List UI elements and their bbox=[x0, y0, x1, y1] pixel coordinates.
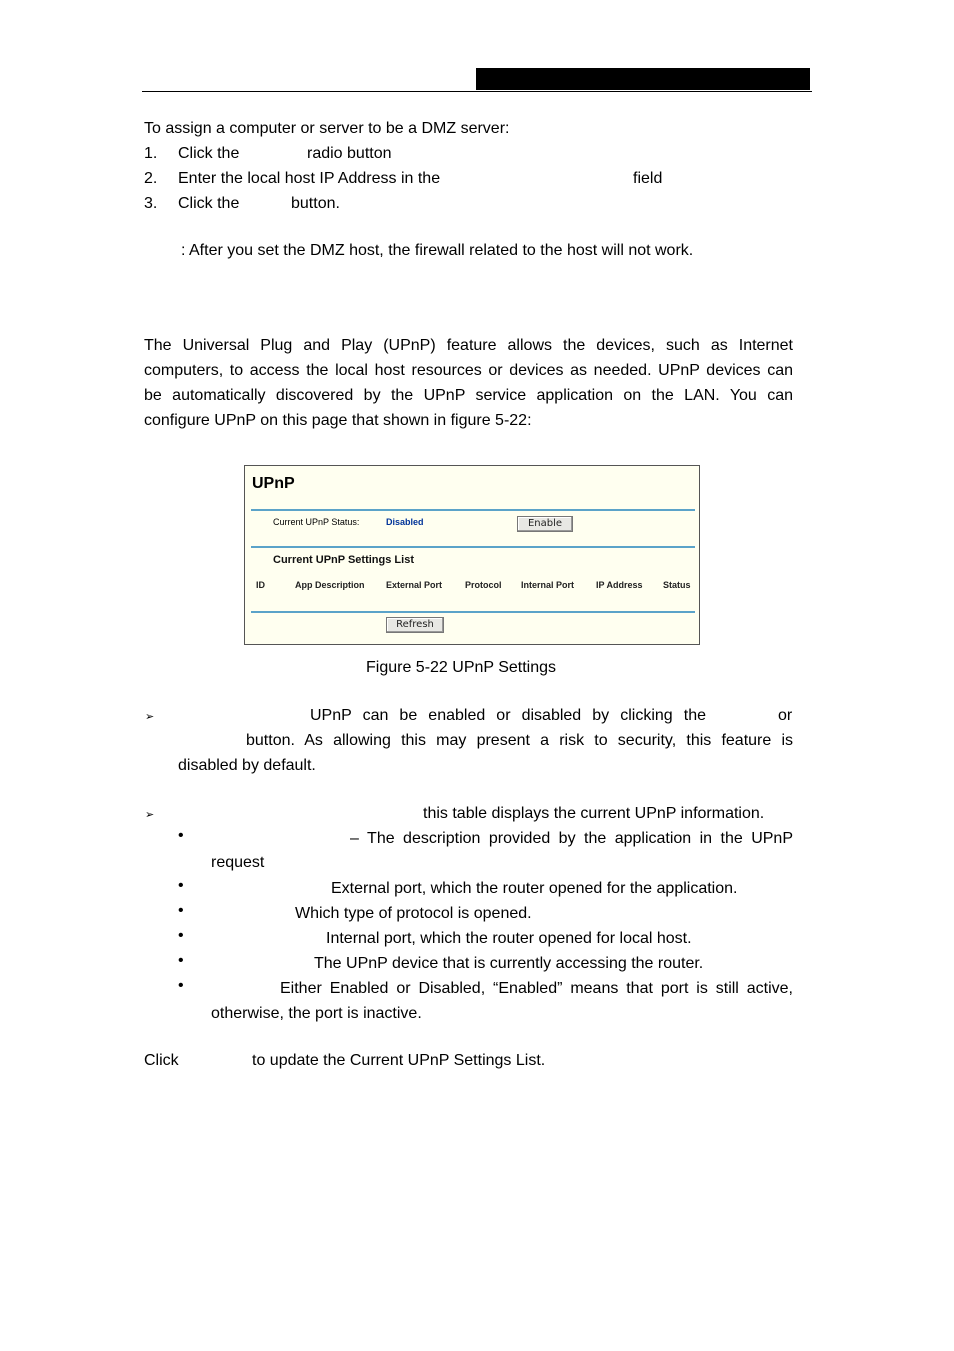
arrow-bullet-icon: ➢ bbox=[145, 809, 155, 821]
header-bar bbox=[476, 68, 810, 90]
figure-divider bbox=[251, 546, 695, 548]
status-value: Disabled bbox=[386, 517, 424, 527]
paragraph-line: configure UPnP on this page that shown in figure 5-22: bbox=[144, 412, 532, 429]
footer-text: to update the Current UPnP Settings List. bbox=[252, 1052, 546, 1069]
step-text: Enter the local host IP Address in the bbox=[178, 170, 441, 187]
column-header-ip-address: IP Address bbox=[596, 580, 643, 590]
figure-title: UPnP bbox=[252, 475, 295, 492]
header-rule bbox=[142, 91, 812, 92]
upnp-paragraph bbox=[144, 333, 793, 433]
enable-button[interactable]: Enable bbox=[517, 516, 573, 532]
step-number: 3. bbox=[144, 195, 158, 212]
status-label: Current UPnP Status: bbox=[273, 517, 360, 527]
list-item-text: External port, which the router opened for the application. bbox=[331, 880, 738, 897]
bullet-text: button. As allowing this may present a risk to security, this feature is bbox=[246, 732, 793, 749]
list-item-text: – The description provided by the application in the UPnP bbox=[350, 830, 793, 847]
arrow-bullet-icon: ➢ bbox=[145, 711, 155, 723]
refresh-button[interactable]: Refresh bbox=[386, 617, 444, 633]
bullet-text: UPnP can be enabled or disabled by clicking the bbox=[310, 707, 706, 724]
list-item-text: otherwise, the port is inactive. bbox=[211, 1005, 422, 1022]
dot-bullet-icon: • bbox=[178, 827, 184, 844]
dot-bullet-icon: • bbox=[178, 877, 184, 894]
step-text: radio button bbox=[307, 145, 392, 162]
figure-divider bbox=[251, 611, 695, 613]
paragraph-line: computers, to access the local host resources or devices as needed. UPnP devices can bbox=[144, 362, 793, 379]
dot-bullet-icon: • bbox=[178, 977, 184, 994]
paragraph-line: The Universal Plug and Play (UPnP) feature allows the devices, such as Internet bbox=[144, 337, 793, 354]
bullet-text: disabled by default. bbox=[178, 757, 316, 774]
list-item-text: The UPnP device that is currently accessing the router. bbox=[314, 955, 704, 972]
paragraph-line: be automatically discovered by the UPnP service application on the LAN. You can bbox=[144, 387, 793, 404]
step-number: 2. bbox=[144, 170, 158, 187]
column-header-external-port: External Port bbox=[386, 580, 443, 590]
figure-divider bbox=[251, 509, 695, 511]
dot-bullet-icon: • bbox=[178, 902, 184, 919]
bullet-text: this table displays the current UPnP information. bbox=[423, 805, 765, 822]
step-text: Click the bbox=[178, 145, 240, 162]
footer-text: Click bbox=[144, 1052, 179, 1069]
step-text: field bbox=[633, 170, 663, 187]
intro-text: To assign a computer or server to be a DMZ server: bbox=[144, 120, 510, 137]
column-header-internal-port: Internal Port bbox=[521, 580, 575, 590]
column-header-id: ID bbox=[256, 580, 265, 590]
bullet-text: or bbox=[778, 707, 793, 724]
upnp-settings-figure bbox=[244, 465, 700, 645]
list-item-text: Which type of protocol is opened. bbox=[295, 905, 532, 922]
note-text: : After you set the DMZ host, the firewall related to the host will not work. bbox=[181, 242, 694, 259]
column-header-app-description: App Description bbox=[295, 580, 365, 590]
step-number: 1. bbox=[144, 145, 158, 162]
list-item-text: Internal port, which the router opened for local host. bbox=[326, 930, 692, 947]
list-title: Current UPnP Settings List bbox=[273, 554, 414, 566]
dot-bullet-icon: • bbox=[178, 952, 184, 969]
dot-bullet-icon: • bbox=[178, 927, 184, 944]
step-text: Click the bbox=[178, 195, 240, 212]
column-header-protocol: Protocol bbox=[465, 580, 502, 590]
step-text: button. bbox=[291, 195, 340, 212]
list-item-text: Either Enabled or Disabled, “Enabled” means that port is still active, bbox=[280, 980, 793, 997]
list-item-text: request bbox=[211, 854, 265, 871]
column-header-status: Status bbox=[663, 580, 691, 590]
figure-caption: Figure 5-22 UPnP Settings bbox=[366, 659, 557, 676]
